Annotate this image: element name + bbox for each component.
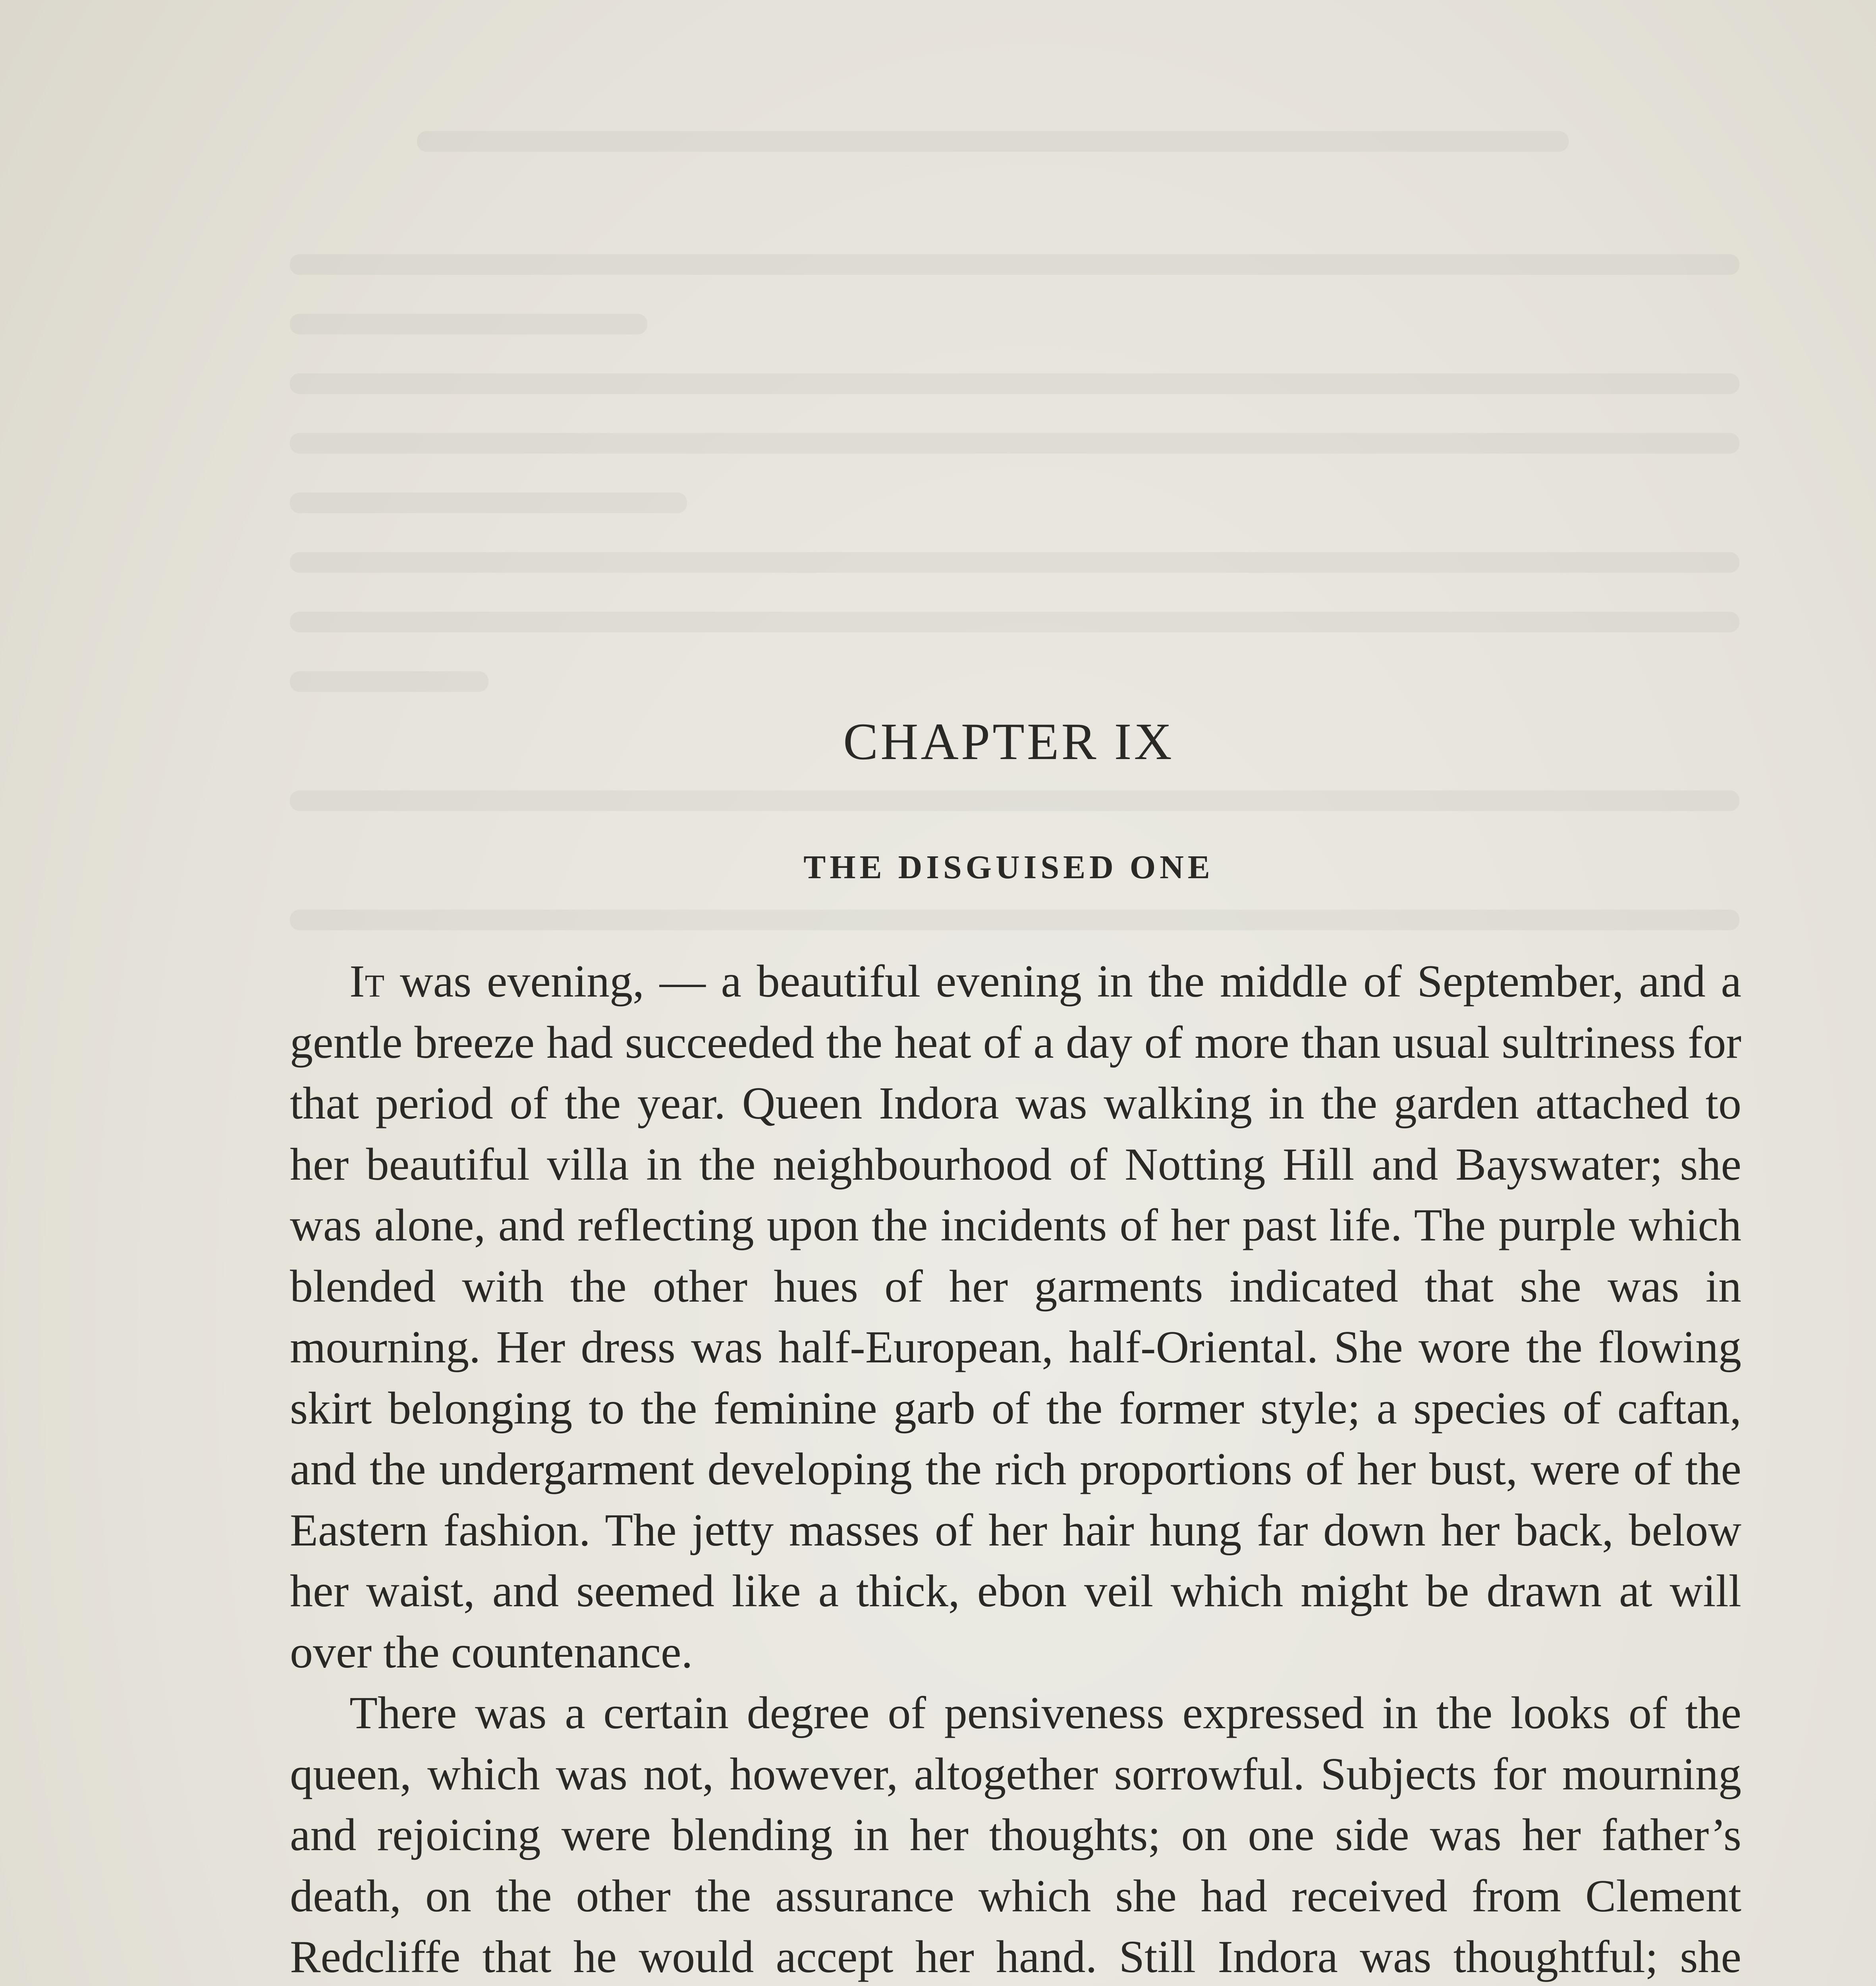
paragraph-1-text: was evening, — a beautiful evening in the middle of September, and a gentle breeze had succeeded the heat of a day of more than usual sultriness for that period of the year. Queen Indora was walking in the garden attached to her beautiful villa in the neighbourhood of Notting Hill and Bayswater; she was alone, and reflecting upon the incidents of her past life. The purple which blended with the other hues of her garments indicated that she was in mourning. Her dress was half-European, half-Oriental. She wore the flowing skirt belonging to the feminine garb of the former style; a species of caftan, and the undergarment developing the rich proportions of her bust, were of the Eastern fashion. The jetty masses of her hair hung far down her back, below her waist, and seemed like a thick, ebon veil which might be drawn at will over the countenance. xyxy=(290,956,1741,1678)
chapter-heading: CHAPTER IX xyxy=(843,712,1174,771)
body-text xyxy=(290,951,1741,1986)
paragraph-2: There was a certain degree of pensiveness expressed in the looks of the queen, which was not, however, altogether sorrowful. Subjects for mourning and rejoicing were blending in her thoughts; on one side was her father’s death, on the other the assurance which she had received from Clement Redcliffe that he would accept her hand. Still Indora was thoughtful; she xyxy=(290,1688,1741,1982)
paragraph-lead-word: It xyxy=(349,956,385,1007)
chapter-subtitle: THE DISGUISED ONE xyxy=(803,849,1214,886)
paragraph-1 xyxy=(290,951,1741,1683)
reverse-side-bleed-through xyxy=(0,0,1876,953)
